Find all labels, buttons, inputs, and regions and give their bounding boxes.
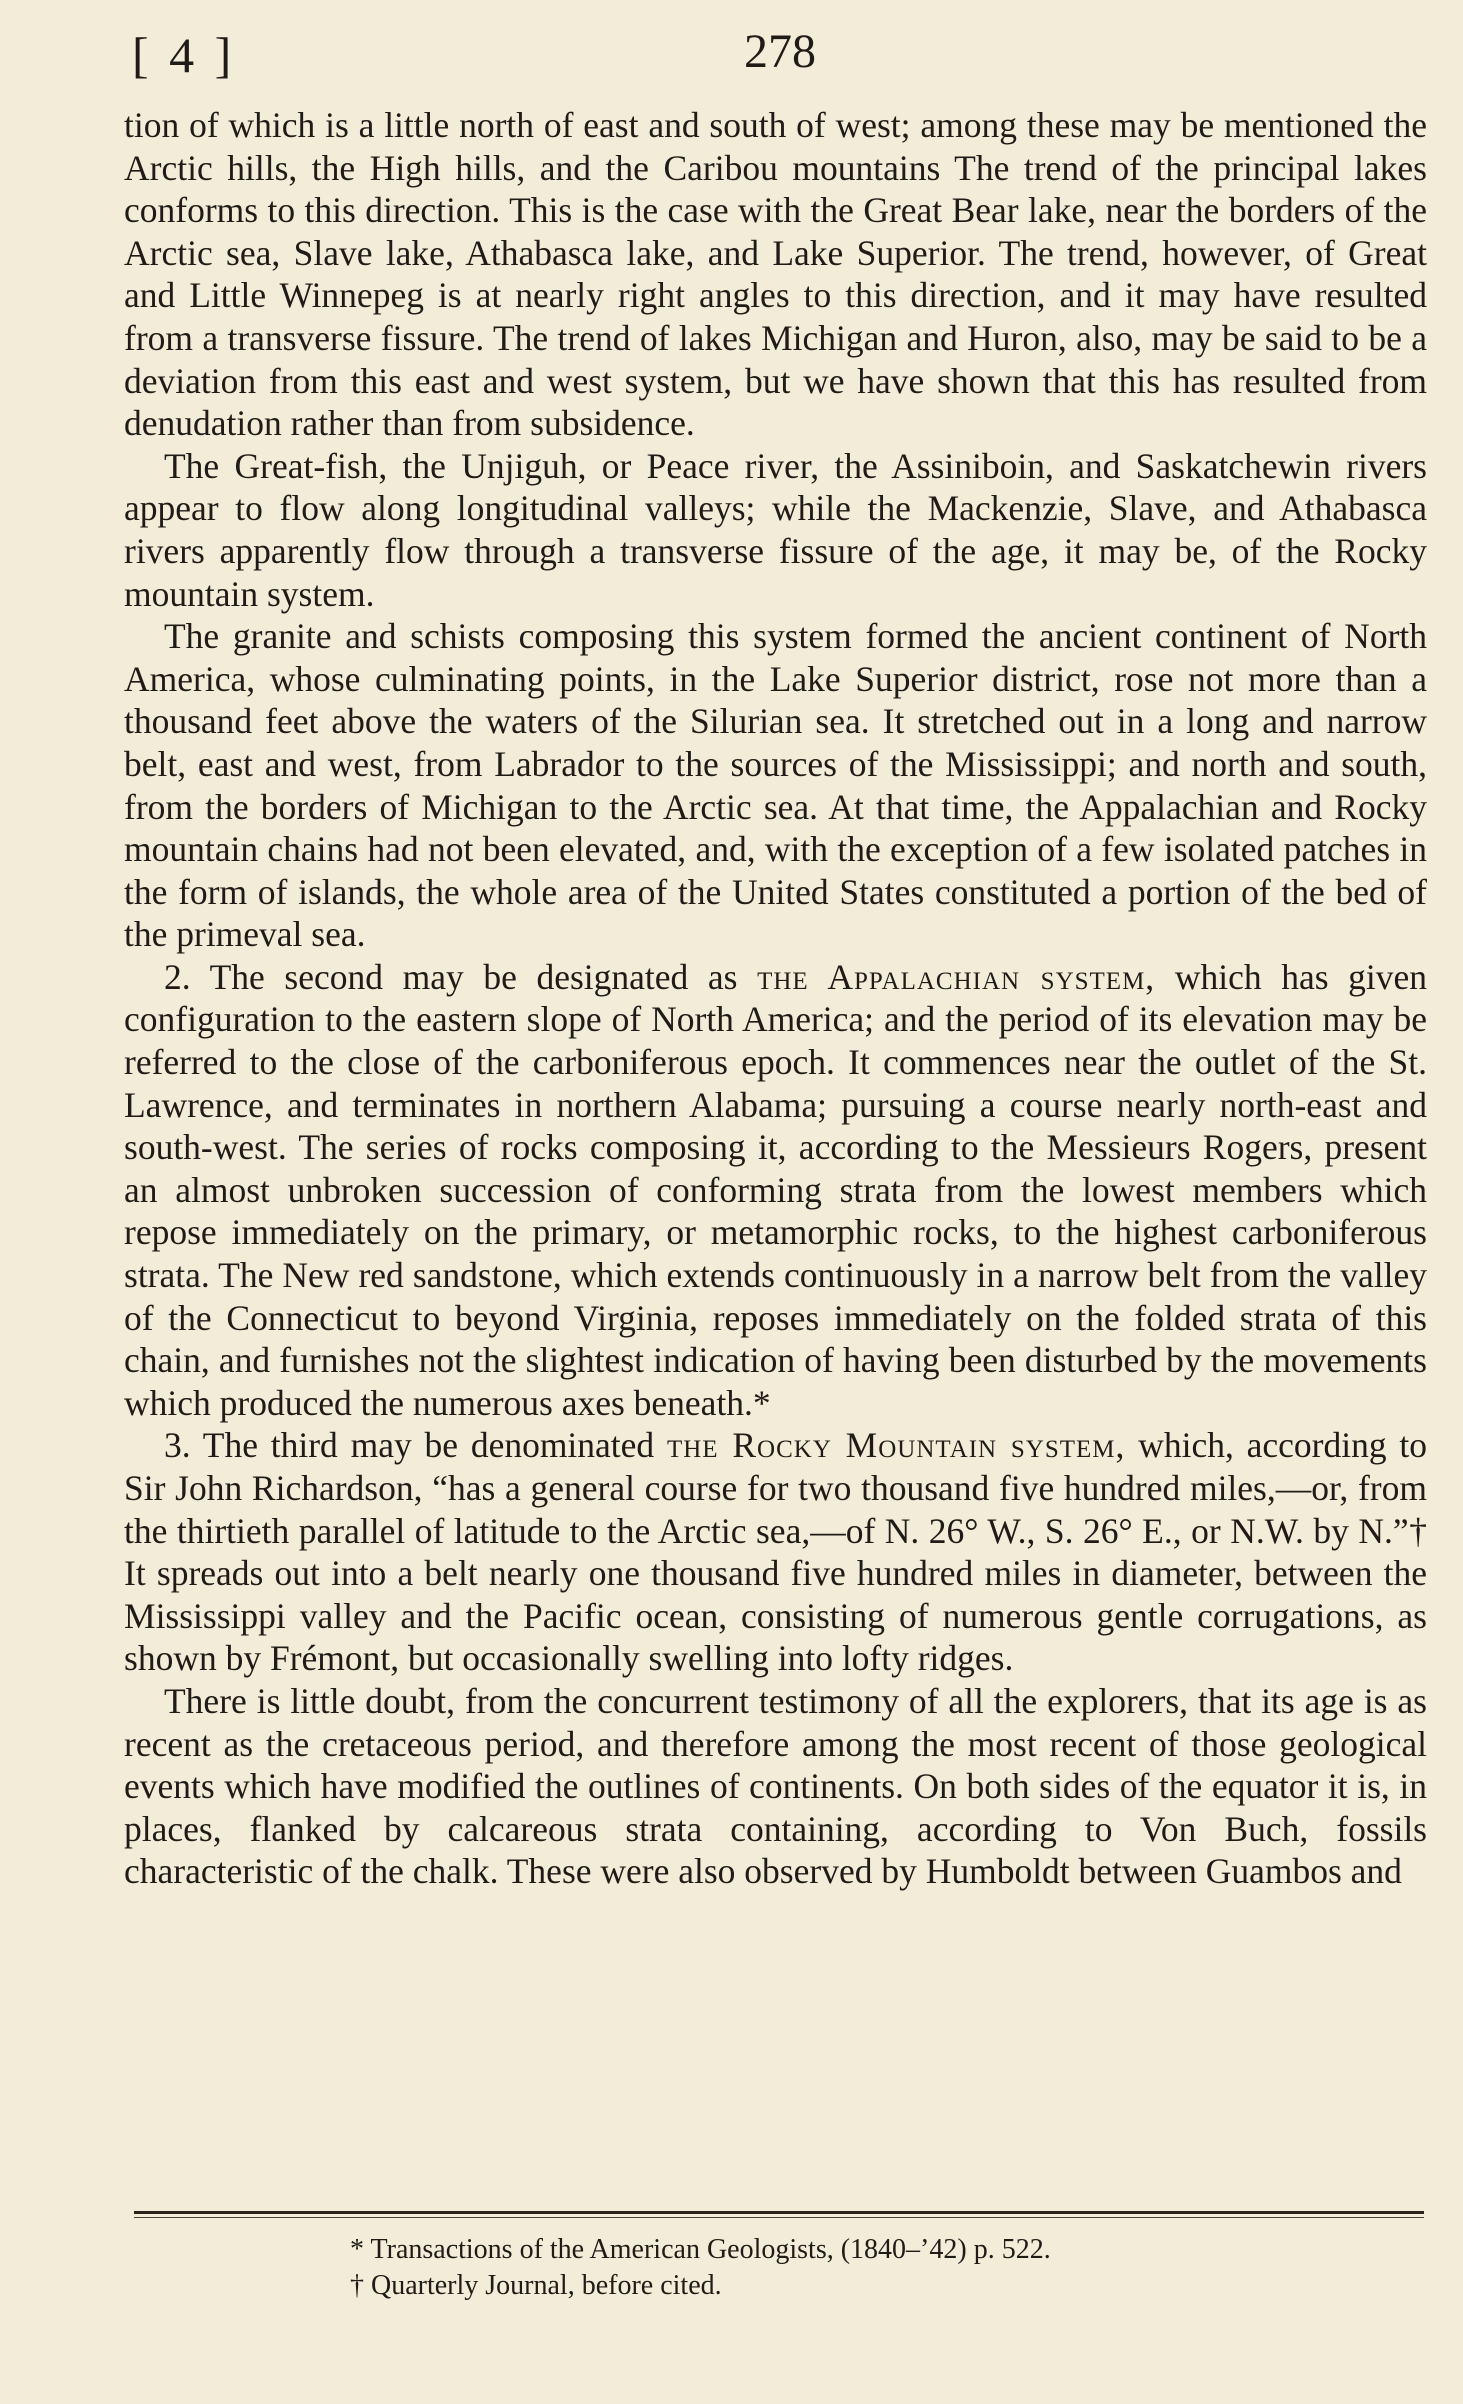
paragraph-5-lead: 3. The third may be denominated (164, 1425, 655, 1466)
page-number: 278 (744, 25, 816, 78)
paragraph-5 (124, 1424, 1427, 1680)
body-text (124, 104, 1427, 1893)
footnotes (350, 2232, 1350, 2304)
page-header (122, 22, 1422, 92)
paragraph-4-body: which has given configuration to the eastern slope of North America; and the period of its elevation may be referred to the close of the carboniferous epoch. It commences near the outlet of the St. Lawrence, and terminates in northern Alabama; pursuing a course nearly north-east and south-west. The series of rocks composing it, according to the Messieurs Rogers, present an almost unbroken succession of conforming strata from the lowest members which repose immediately on the primary, or metamorphic rocks, to the highest carboniferous strata. The New red sandstone, which extends continuously in a narrow belt from the valley of the Connecticut to beyond Virginia, reposes immediately on the folded strata of this chain, and furnishes not the slightest indication of having been disturbed by the movements which produced the numerous axes beneath.* (124, 956, 1428, 1423)
footnote-1: * Transactions of the American Geologists, (1840–’42) p. 522. (350, 2234, 1051, 2265)
footnote-rule (134, 2211, 1424, 2214)
paragraph-6: There is little doubt, from the concurrent testimony of all the explorers, that its age is as recent as the cretaceous period, and therefore among the most recent of those geological events which have modified the outlines of continents. On both sides of the equator it is, in places, flanked by calcareous strata containing, according to Von Buch, fossils characteristic of the chalk. These were also observed by Humboldt between Guambos and (124, 1680, 1427, 1892)
appalachian-system-term: the Appalachian system, (757, 956, 1156, 997)
rocky-mountain-system-term: the Rocky Mountain system, (666, 1425, 1126, 1466)
paragraph-4-lead: 2. The second may be designated as (164, 956, 738, 997)
paragraph-4 (124, 956, 1427, 1425)
footnote-rule-thin (134, 2217, 1424, 2218)
paragraph-2: The Great-fish, the Unjiguh, or Peace river, the Assiniboin, and Saskatchewin rivers appear to flow along longitudinal valleys; while the Mackenzie, Slave, and Athabasca rivers apparently flow through a transverse fissure of the age, it may be, of the Rocky mountain system. (124, 445, 1427, 614)
paragraph-5-body: which, according to Sir John Richardson, “has a general course for two thousand five hundred miles,—or, from the thirtieth parallel of latitude to the Arctic sea,—of N. 26° W., S. 26° E., or N.W. by N.”† It spreads out into a belt nearly one thousand five hundred miles in diameter, between the Mississippi valley and the Pacific ocean, consisting of numerous gentle corrugations, as shown by Frémont, but occasionally swelling into lofty ridges. (124, 1425, 1428, 1679)
footnote-2: † Quarterly Journal, before cited. (350, 2270, 722, 2301)
paragraph-3: The granite and schists composing this system formed the ancient continent of North America, whose culminating points, in the Lake Superior district, rose not more than a thousand feet above the waters of the Silurian sea. It stretched out in a long and narrow belt, east and west, from Labrador to the sources of the Mississippi; and north and south, from the borders of Michigan to the Arctic sea. At that time, the Appalachian and Rocky mountain chains had not been elevated, and, with the exception of a few isolated patches in the form of islands, the whole area of the United States constituted a portion of the bed of the primeval sea. (124, 616, 1427, 955)
paragraph-1: tion of which is a little north of east and south of west; among these may be mentioned the Arctic hills, the High hills, and the Caribou mountains The trend of the principal lakes conforms to this direction. This is the case with the Great Bear lake, near the borders of the Arctic sea, Slave lake, Athabasca lake, and Lake Superior. The trend, however, of Great and Little Winnepeg is at nearly right angles to this direction, and it may have resulted from a transverse fissure. The trend of lakes Michigan and Huron, also, may be said to be a deviation from this east and west system, but we have shown that this has resulted from denudation rather than from subsidence. (124, 105, 1427, 444)
document-number: [ 4 ] (132, 27, 236, 83)
